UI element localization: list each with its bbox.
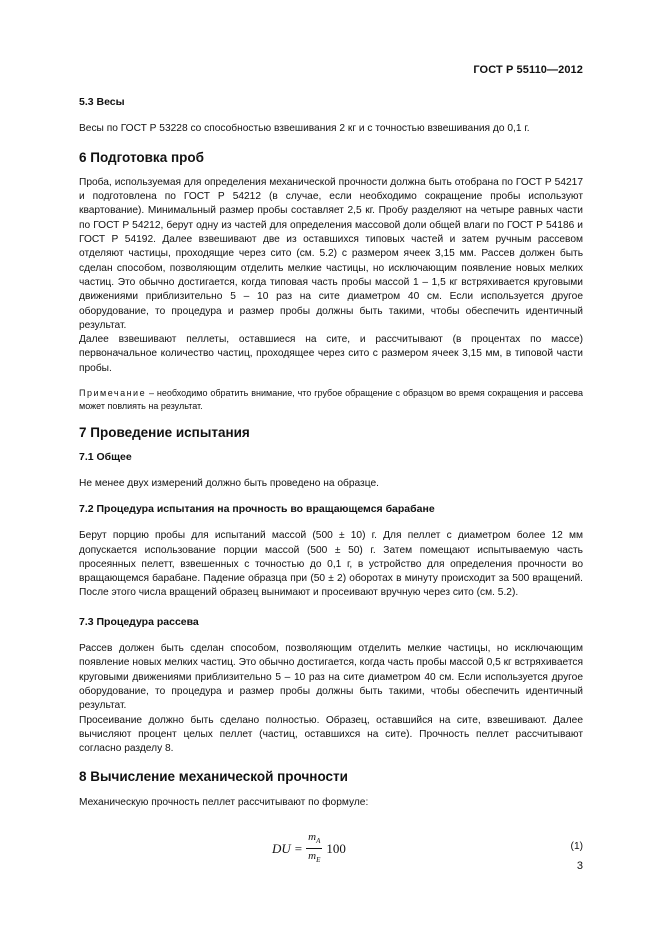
equation-number: (1)	[570, 840, 583, 852]
section-7-1-title: 7.1 Общее	[79, 451, 132, 464]
section-6-title: 6 Подготовка проб	[79, 149, 204, 165]
formula-denominator-subscript: E	[316, 856, 321, 865]
section-5-3-text: Весы по ГОСТ Р 53228 со способностью взвешивания 2 кг и с точностью взвешивания до 0,1 г.	[79, 123, 530, 135]
formula-fraction	[306, 830, 322, 867]
formula-denominator-symbol: m	[308, 850, 317, 863]
section-6-paragraph-1: Проба, используемая для определения механической прочности должна быть отобрана по ГОСТ Р 54217 и подготовлена по ГОСТ Р 54212 (в случае, если необходимо сокращение пробы используют квартование). Минимальный размер пробы составляет 2,5 кг. Пробу разделяют на четыре равных части по ГОСТ Р 54212, берут одну из частей для определения массовой доли общей влаги по ГОСТ Р 54186 и ГОСТ Р 54192. Далее взвешивают две из оставшихся типовых частей и затем ручным рассевом отделяют частицы, проходящие через сито (см. 5.2) с размером ячеек 3,15 мм. Рассев должен быть сделан способом, позволяющим отделить мелкие частицы, но исключающим появление новых мелких частиц. Это обычно достигается, когда типовая часть пробы массой 1 – 1,5 кг встряхивается круговыми движениями приблизительно 5 – 10 раз на сите диаметром 40 см. Если используется другое оборудование, то процедура и размер пробы должны быть такими, чтобы обеспечить идентичный результат.	[79, 176, 583, 331]
formula-numerator-subscript: A	[316, 837, 321, 846]
section-5-3-title: 5.3 Весы	[79, 96, 125, 108]
section-7-title: 7 Проведение испытания	[79, 425, 250, 441]
formula-denominator	[306, 849, 322, 867]
section-7-3-title: 7.3 Процедура рассева	[79, 615, 199, 628]
section-8-text: Механическую прочность пеллет рассчитывают по формуле:	[79, 796, 369, 808]
section-6-paragraph-2: Далее взвешивают пеллеты, оставшиеся на сите, и рассчитывают (в процентах по массе) первоначальное количество частиц, проходящее через сито с размером ячеек 3,15 мм, в типовой части пробы.	[79, 334, 583, 374]
section-7-3-paragraph-2: Просеивание должно быть сделано полностью. Образец, оставшийся на сите, взвешивают. Далее вычисляют процент целых пеллет (частиц, оставшихся на сите). Прочность пеллет рассчитывают согласно разделу 8.	[79, 714, 583, 755]
formula-lhs: DU	[272, 840, 291, 856]
page-number: 3	[576, 860, 583, 872]
formula-row	[79, 830, 583, 876]
section-7-3-paragraph-1: Рассев должен быть сделан способом, позволяющим отделить мелкие частицы, но исключающим появление новых мелких частиц. Это обычно достигается, когда часть пробы массой 0,5 кг встряхивается круговыми движениями приблизительно 5 – 10 раз на сите диаметром 40 см. Если используется другое оборудование, то процедура и размер пробы должны быть такими, чтобы обеспечить идентичный результат.	[79, 643, 583, 712]
section-7-2-title: 7.2 Процедура испытания на прочность во вращающемся барабане	[79, 502, 435, 515]
page-content	[79, 95, 583, 876]
note	[79, 387, 583, 412]
note-label: Примечание	[79, 388, 147, 399]
formula-factor: 100	[326, 840, 346, 856]
note-text: – необходимо обратить внимание, что грубое обращение с образцом во время сокращения и рассева может повлиять на результат.	[79, 388, 583, 411]
formula	[272, 830, 346, 867]
formula-numerator-symbol: m	[308, 830, 317, 843]
formula-numerator	[306, 830, 322, 849]
section-7-2-text: Берут порцию пробы для испытаний массой (500 ± 10) г. Для пеллет с диаметром более 12 мм допускается использование порции массой (500 ± 50) г. Затем помещают испытываемую часть просеянных пелетт, взвешенных с точностью до 0,1 г, в устройство для определения прочности во вращающемся барабане. Падение образца при (50 ± 2) оборотах в минуту происходит за 500 вращений. После этого числа вращений образец вынимают и просеивают вручную через сито (см. 5.2).	[79, 530, 583, 599]
doc-code-header: ГОСТ Р 55110—2012	[473, 64, 583, 76]
formula-equals: =	[294, 840, 303, 856]
section-8-title: 8 Вычисление механической прочности	[79, 769, 348, 785]
section-7-1-text: Не менее двух измерений должно быть проведено на образце.	[79, 477, 379, 489]
